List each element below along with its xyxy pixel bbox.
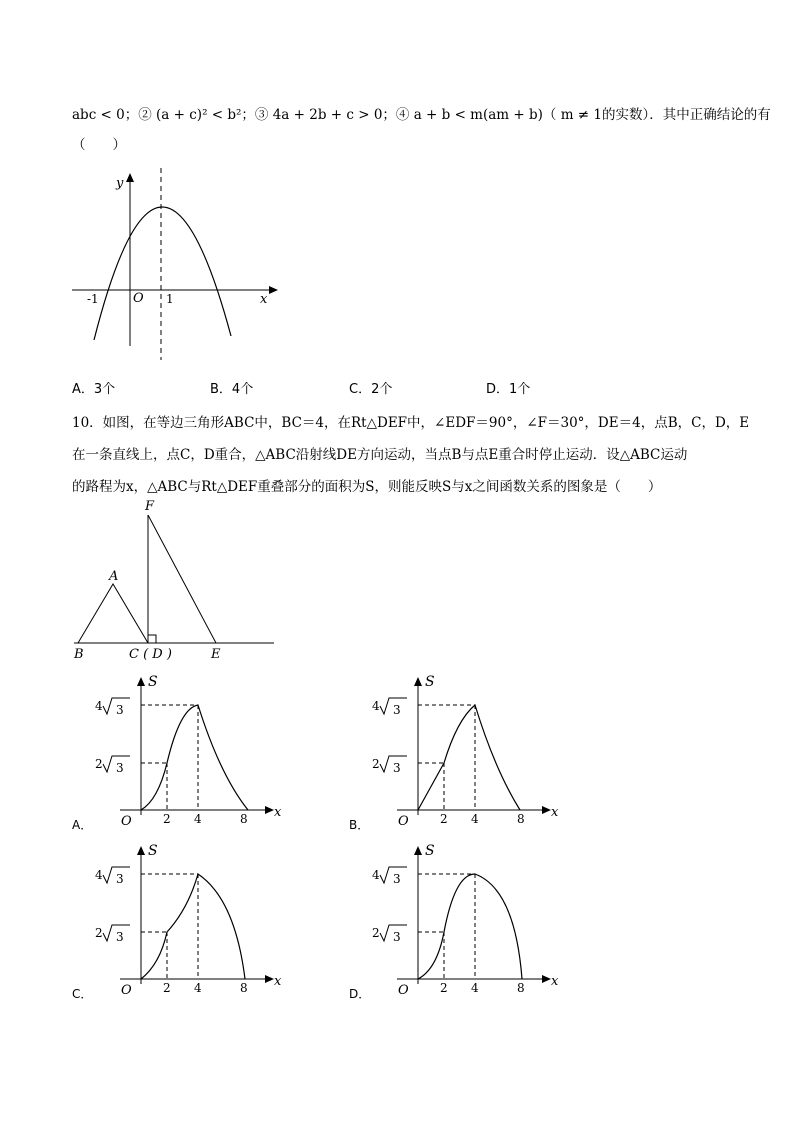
- graph-d-tick-2: 2: [440, 981, 448, 995]
- q10-option-a[interactable]: A．: [72, 818, 93, 832]
- graph-b-tick-8: 8: [517, 812, 525, 826]
- q9-conditions-line: abc < 0；② (a + c)² < b²；③ 4a + 2b + c > 0；④ a + b < m(am + b)（ m ≠ 1的实数）．其中正确结论的有: [72, 107, 771, 123]
- q10-label-cd: C ( D ): [129, 647, 172, 662]
- graph-a-ymid-coef: 2: [95, 757, 103, 771]
- q10-graph-d: [367, 839, 567, 998]
- q9-option-d[interactable]: D．1个: [486, 382, 531, 397]
- graph-b-ytop-rad: 3: [393, 703, 401, 717]
- graph-d-tick-4: 4: [471, 981, 479, 995]
- graph-a-tick-8: 8: [240, 812, 248, 826]
- graph-c-tick-2: 2: [163, 981, 171, 995]
- q9-answer-paren: （ ）: [72, 137, 126, 153]
- graph-a-ytop-rad: 3: [116, 703, 124, 717]
- q10-graph-c: [90, 839, 290, 998]
- q9-option-a[interactable]: A．3个: [72, 382, 116, 397]
- q10-label-a: A: [109, 569, 119, 584]
- q9-option-b[interactable]: B．4个: [210, 382, 254, 397]
- q10-label-e: E: [211, 647, 221, 662]
- q9-y-label: y: [116, 176, 124, 191]
- q9-origin-label: O: [133, 291, 144, 306]
- q9-parabola-graph: [66, 168, 286, 368]
- graph-b-ymid-coef: 2: [372, 757, 380, 771]
- graph-d-ytop-rad: 3: [393, 872, 401, 886]
- graph-d-s-label: S: [425, 843, 435, 859]
- graph-a-origin: O: [121, 814, 132, 829]
- graph-a-x-label: x: [274, 805, 282, 820]
- q9-tick-neg1: -1: [87, 292, 99, 306]
- graph-d-tick-8: 8: [517, 981, 525, 995]
- graph-c-ymid-rad: 3: [116, 930, 124, 944]
- graph-b-tick-2: 2: [440, 812, 448, 826]
- q10-option-b[interactable]: B．: [349, 818, 370, 832]
- graph-c-ytop-rad: 3: [116, 872, 124, 886]
- graph-c-s-label: S: [148, 843, 158, 859]
- q10-label-b: B: [74, 647, 84, 662]
- graph-c-origin: O: [121, 983, 132, 998]
- q10-label-f: F: [145, 499, 155, 514]
- q9-tick-1: 1: [166, 292, 174, 306]
- q9-x-label: x: [260, 292, 268, 307]
- graph-a-tick-2: 2: [163, 812, 171, 826]
- q10-option-d[interactable]: D．: [349, 987, 371, 1001]
- graph-b-ymid-rad: 3: [393, 761, 401, 775]
- graph-d-x-label: x: [551, 974, 559, 989]
- graph-b-tick-4: 4: [471, 812, 479, 826]
- graph-c-ymid-coef: 2: [95, 926, 103, 940]
- q10-line-2: 在一条直线上，点C，D重合，△ABC沿射线DE方向运动，当点B与点E重合时停止运动．设△ABC运动: [72, 447, 688, 463]
- graph-a-ytop-coef: 4: [95, 699, 103, 713]
- graph-c-ytop-coef: 4: [95, 868, 103, 882]
- graph-b-origin: O: [398, 814, 409, 829]
- graph-d-ymid-rad: 3: [393, 930, 401, 944]
- q10-graph-a: [90, 670, 290, 829]
- graph-b-ytop-coef: 4: [372, 699, 380, 713]
- graph-b-s-label: S: [425, 674, 435, 690]
- q10-line-3: 的路程为x，△ABC与Rt△DEF重叠部分的面积为S，则能反映S与x之间函数关系的图象是（ ）: [72, 479, 662, 495]
- q10-triangle-figure: [66, 496, 280, 662]
- graph-c-tick-4: 4: [194, 981, 202, 995]
- graph-b-x-label: x: [551, 805, 559, 820]
- q10-option-c[interactable]: C．: [72, 987, 93, 1001]
- graph-c-tick-8: 8: [240, 981, 248, 995]
- graph-a-tick-4: 4: [194, 812, 202, 826]
- q10-line-1: 10．如图，在等边三角形ABC中，BC＝4，在Rt△DEF中，∠EDF＝90°，∠F＝30°，DE＝4，点B，C，D，E: [72, 415, 750, 431]
- graph-d-origin: O: [398, 983, 409, 998]
- q10-graph-b: [367, 670, 567, 829]
- graph-d-ytop-coef: 4: [372, 868, 380, 882]
- graph-a-ymid-rad: 3: [116, 761, 124, 775]
- graph-a-s-label: S: [148, 674, 158, 690]
- graph-d-ymid-coef: 2: [372, 926, 380, 940]
- graph-c-x-label: x: [274, 974, 282, 989]
- q9-option-c[interactable]: C．2个: [349, 382, 393, 397]
